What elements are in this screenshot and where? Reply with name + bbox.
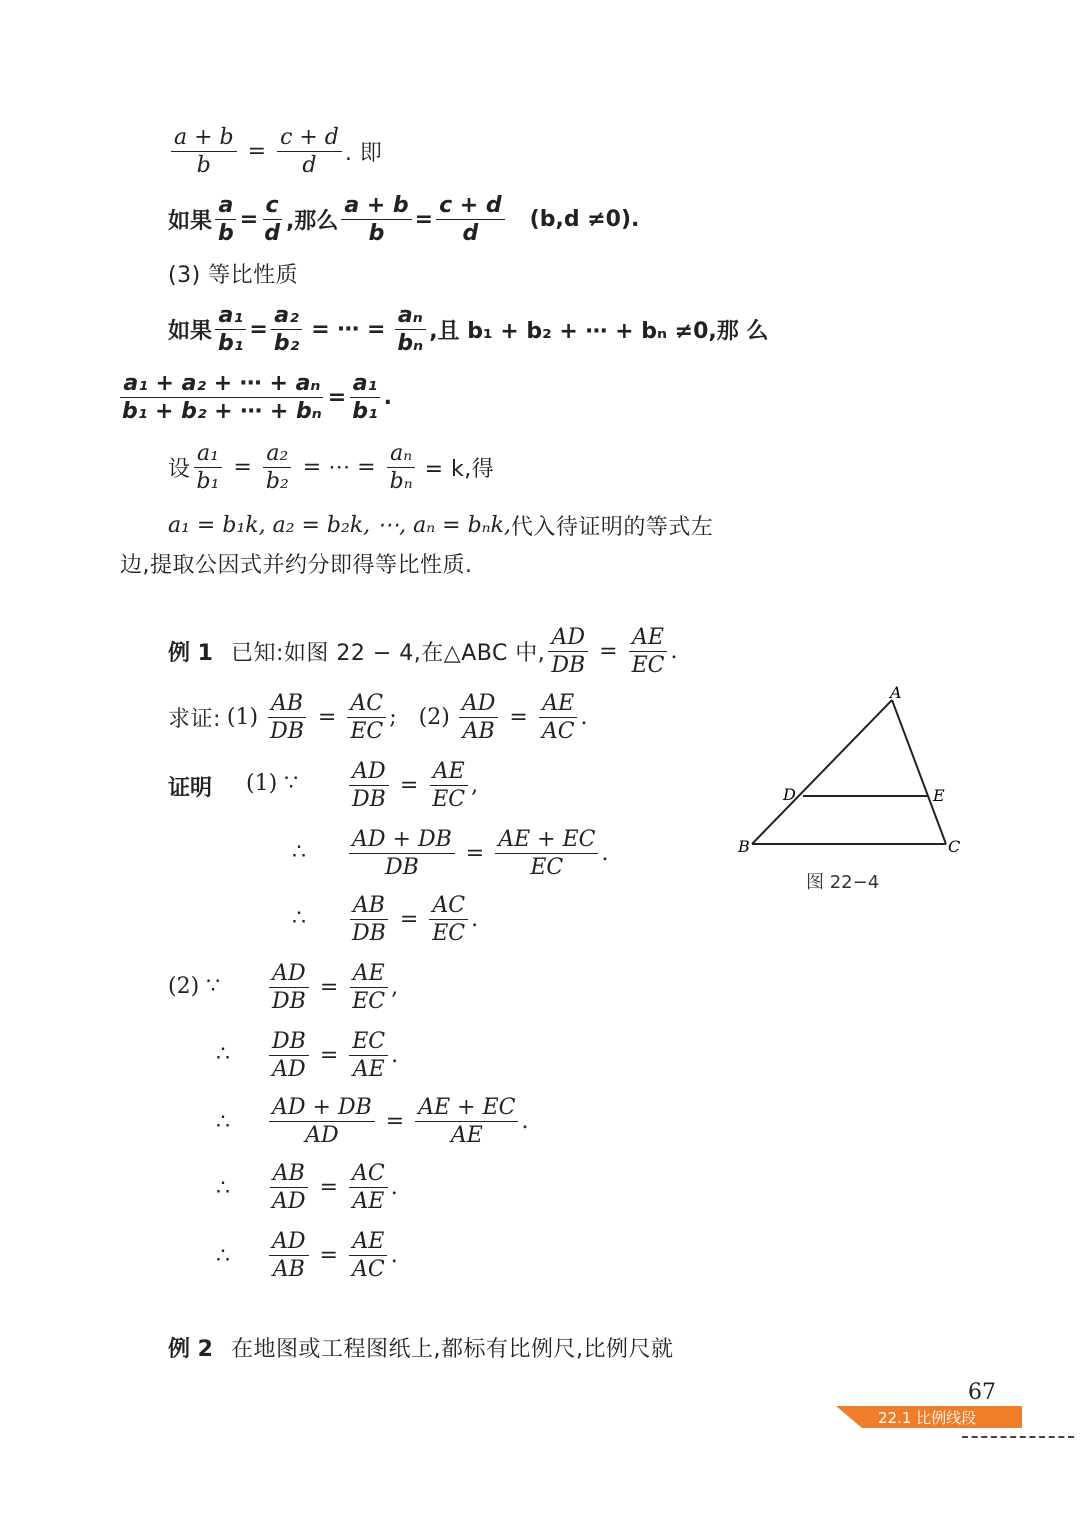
- denominator: d: [462, 221, 479, 246]
- numerator: AD: [349, 758, 389, 786]
- fraction: [171, 124, 237, 179]
- denominator: AE: [352, 1057, 385, 1082]
- ellipsis: = ⋯ =: [311, 317, 386, 342]
- label-b: B: [738, 837, 750, 856]
- numerator: a: [215, 192, 236, 220]
- numerator: a + b: [171, 124, 237, 152]
- fraction: [349, 960, 388, 1015]
- text-prefix: 如果: [168, 209, 213, 234]
- property-line-1: $\frac{a + b}{b}$ = $\frac{c + d}{d}$ . 即: [168, 124, 382, 179]
- fraction: [415, 1094, 518, 1149]
- denominator: bₙ: [389, 469, 413, 494]
- side-ab: [752, 700, 892, 844]
- fraction: [269, 1028, 309, 1083]
- section-heading: (3) 等比性质: [168, 263, 299, 288]
- denominator: AD: [305, 1123, 339, 1148]
- prove-label: 求证:: [168, 707, 221, 732]
- therefore-symbol: ∴: [292, 906, 306, 931]
- example-label: 例 2: [168, 1337, 213, 1362]
- property-line-6: 设 $\frac{\text{a₁}}{\text{b₁}}$ = $\frac{\text{a₂}}{\text{b₂}}$ = ⋯ = $\frac{\text{aₙ}}{\text{bₙ}}$ = k,得: [168, 441, 495, 494]
- proof-step: $\frac{AB}{AD}$ = $\frac{AC}{AE}$ .: [266, 1160, 398, 1215]
- part-tag: (1): [226, 705, 259, 730]
- example1-prove: 求证: (1) $\frac{AB}{DB}$ = $\frac{AC}{EC}$ ; (2) $\frac{AD}{AB}$ = $\frac{AE}{AC}$ .: [168, 691, 588, 744]
- denominator: DB: [352, 921, 386, 946]
- numerator: AB: [268, 690, 306, 718]
- proof-step: $\frac{AD + DB}{AD}$ = $\frac{AE + EC}{AE}$ .: [266, 1094, 528, 1149]
- denominator: b₂: [265, 469, 289, 494]
- numerator: AD + DB: [349, 826, 455, 854]
- fraction: [194, 440, 223, 495]
- numerator: AE + EC: [495, 826, 598, 854]
- denominator: b: [368, 221, 385, 246]
- numerator: AC: [347, 690, 386, 718]
- numerator: AD + DB: [269, 1094, 375, 1122]
- proof-label: 证明: [168, 776, 213, 801]
- proof-part1-tag: (1) ∵: [246, 771, 299, 796]
- proof-step: $\frac{AB}{DB}$ = $\frac{AC}{EC}$ .: [346, 892, 478, 947]
- proof-step: $\frac{AD}{DB}$ = $\frac{AE}{EC}$ ,: [346, 758, 478, 813]
- denominator: DB: [272, 989, 306, 1014]
- numerator: a₂: [263, 440, 291, 468]
- numerator: c: [263, 192, 282, 220]
- fraction: [539, 690, 578, 745]
- numerator: EC: [349, 1028, 388, 1056]
- text-mid: ,那么: [285, 209, 339, 234]
- numerator: AD: [548, 624, 588, 652]
- fraction: [271, 302, 302, 357]
- numerator: AD: [269, 1228, 309, 1256]
- denominator: EC: [530, 855, 564, 880]
- numerator: AC: [429, 892, 468, 920]
- denominator: AD: [272, 1057, 306, 1082]
- denominator: EC: [631, 653, 665, 678]
- property-line-7: [168, 510, 713, 541]
- example2: [168, 1332, 673, 1363]
- fraction: [263, 440, 292, 495]
- fraction: [341, 192, 411, 247]
- formula: a₁ = b₁k, a₂ = b₂k, ⋯, aₙ = bₙk,: [168, 513, 511, 538]
- condition: (b,d ≠0).: [529, 207, 640, 232]
- numerator: AE: [349, 1228, 387, 1256]
- denominator: b₁ + b₂ + ⋯ + bₙ: [122, 399, 322, 424]
- fraction: [215, 302, 246, 357]
- denominator: b₁: [218, 331, 244, 356]
- proof-step: $\frac{AD}{AB}$ = $\frac{AE}{AC}$ .: [266, 1228, 398, 1283]
- fraction: [277, 124, 342, 179]
- label-a: A: [890, 683, 902, 702]
- text-tail: = k,得: [424, 457, 495, 482]
- fraction: [349, 370, 380, 425]
- therefore-symbol: ∴: [216, 1176, 230, 1201]
- numerator: AE: [430, 758, 468, 786]
- numerator: AE: [350, 960, 388, 988]
- fraction: [267, 690, 307, 745]
- proof-step: $\frac{DB}{AD}$ = $\frac{EC}{AE}$ .: [266, 1028, 398, 1083]
- fraction: [349, 1160, 388, 1215]
- denominator: b₁: [352, 399, 378, 424]
- section-tab-label: 22.1 比例线段: [878, 1409, 977, 1427]
- denominator: bₙ: [397, 331, 424, 356]
- numerator: AB: [270, 1160, 308, 1188]
- fraction: [436, 192, 505, 247]
- fraction: [347, 690, 386, 745]
- property-line-2: 如果 $\frac{a}{b}$ = $\frac{c}{d}$ ,那么 $\frac{a + b}{b}$ = $\frac{c + d}{d}$ (b,d ≠0).: [168, 193, 640, 246]
- denominator: EC: [432, 921, 466, 946]
- denominator: DB: [270, 719, 304, 744]
- denominator: AB: [462, 719, 495, 744]
- denominator: b₁: [196, 469, 220, 494]
- denominator: AB: [272, 1257, 305, 1282]
- example1-given: 例 1 已知:如图 22 − 4,在△ABC 中, $\frac{AD}{DB}$ = $\frac{AE}{EC}$ .: [168, 625, 678, 678]
- fraction: [629, 624, 668, 679]
- therefore-symbol: ∴: [216, 1110, 230, 1135]
- part-tag: (2): [418, 705, 450, 730]
- numerator: c + d: [277, 124, 342, 152]
- denominator: AC: [541, 719, 575, 744]
- denominator: b: [218, 221, 234, 246]
- label-d: D: [783, 785, 796, 804]
- fraction: [349, 826, 455, 881]
- fraction: [548, 624, 588, 679]
- denominator: AD: [272, 1189, 306, 1214]
- denominator: AE: [352, 1189, 385, 1214]
- text-prefix: 设: [168, 457, 191, 482]
- fraction: [394, 302, 426, 357]
- numerator: a₂: [271, 302, 301, 330]
- fraction: [269, 960, 309, 1015]
- numerator: AE: [629, 624, 667, 652]
- property-line-5: $\frac{\text{a₁ + a₂ + ⋯ + aₙ}}{\text{b₁ + b₂ + ⋯ + bₙ}}$ = $\frac{\text{a₁}}{\text{b₁}}$ .: [116, 370, 392, 425]
- numerator: a₁: [194, 440, 222, 468]
- denominator: d: [302, 153, 317, 178]
- property-line-8: 边,提取公因式并约分即得等比性质.: [120, 553, 473, 578]
- label-c: C: [948, 837, 961, 856]
- text-prefix: 如果: [168, 319, 213, 344]
- denominator: AC: [351, 1257, 385, 1282]
- fraction: [215, 192, 237, 247]
- label-e: E: [933, 786, 945, 805]
- fraction: [269, 1160, 309, 1215]
- numerator: AB: [350, 892, 388, 920]
- numerator: aₙ: [395, 302, 426, 330]
- denominator: DB: [551, 653, 586, 678]
- proof-step: $\frac{AD}{DB}$ = $\frac{AE}{EC}$ ,: [266, 960, 398, 1015]
- proof-step: $\frac{AD + DB}{DB}$ = $\frac{AE + EC}{EC}$ .: [346, 826, 608, 881]
- numerator: AC: [349, 1160, 388, 1188]
- fraction: [269, 1228, 309, 1283]
- therefore-symbol: ∴: [216, 1042, 230, 1067]
- denominator: EC: [352, 989, 386, 1014]
- fraction: [269, 1094, 375, 1149]
- fraction: [429, 892, 468, 947]
- figure-caption: 图 22−4: [806, 872, 880, 893]
- fraction: [349, 892, 389, 947]
- fraction: [429, 758, 468, 813]
- denominator: EC: [350, 719, 384, 744]
- triangle-figure: [730, 680, 980, 890]
- therefore-symbol: ∴: [216, 1244, 230, 1269]
- denominator: EC: [432, 787, 466, 812]
- fraction: [349, 1028, 388, 1083]
- footer-dotted-rule: [962, 1436, 1074, 1438]
- denominator: b₂: [273, 331, 300, 356]
- example-text: 在地图或工程图纸上,都标有比例尺,比例尺就: [230, 1337, 674, 1362]
- numerator: AE + EC: [415, 1094, 518, 1122]
- fraction: [495, 826, 598, 881]
- text-tail: ,且 b₁ + b₂ + ⋯ + bₙ ≠0,那 么: [429, 319, 769, 344]
- numerator: a₁: [350, 370, 380, 398]
- numerator: DB: [269, 1028, 309, 1056]
- denominator: d: [264, 221, 280, 246]
- numerator: AD: [459, 690, 499, 718]
- fraction: [349, 758, 389, 813]
- denominator: AE: [450, 1123, 483, 1148]
- fraction: [349, 1228, 388, 1283]
- numerator: c + d: [436, 192, 505, 220]
- numerator: a + b: [341, 192, 411, 220]
- ellipsis: = ⋯ =: [302, 455, 376, 480]
- denominator: DB: [384, 855, 419, 880]
- numerator: a₁ + a₂ + ⋯ + aₙ: [120, 370, 323, 398]
- text-tail: . 即: [344, 141, 383, 166]
- fraction: [387, 440, 416, 495]
- numerator: AE: [539, 690, 577, 718]
- denominator: DB: [352, 787, 386, 812]
- denominator: b: [196, 153, 211, 178]
- numerator: AD: [269, 960, 309, 988]
- proof-part2-tag: (2) ∵: [168, 974, 221, 999]
- fraction: [459, 690, 499, 745]
- therefore-symbol: ∴: [292, 840, 306, 865]
- fraction: [261, 192, 283, 247]
- page-number: 67: [968, 1380, 996, 1405]
- example-label: 例 1: [168, 641, 213, 666]
- property-line-4: 如果 $\frac{\text{a₁}}{\text{b₁}}$ = $\frac{\text{a₂}}{\text{b₂}}$ = ⋯ = $\frac{\text{aₙ}}{\text{bₙ}}$ ,且 b₁ + b₂ + ⋯ + bₙ ≠0,那 么: [168, 303, 769, 356]
- side-ac: [892, 700, 946, 844]
- given-text: 已知:如图 22 − 4,在△ABC 中,: [230, 641, 546, 666]
- numerator: aₙ: [387, 440, 415, 468]
- numerator: a₁: [215, 302, 245, 330]
- text: 代入待证明的等式左: [510, 515, 714, 540]
- fraction: [119, 370, 325, 425]
